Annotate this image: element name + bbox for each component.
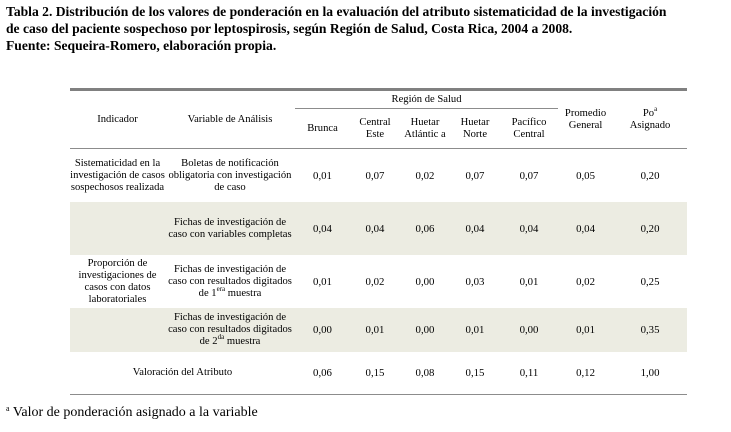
value-cell: 0,07 xyxy=(465,169,485,182)
value-cell: 0,03 xyxy=(465,275,485,288)
caption-source: Fuente: Sequeira-Romero, elaboración propia. xyxy=(6,38,277,53)
indicator-empty xyxy=(70,308,165,352)
header-region-group: Región de Salud xyxy=(295,90,558,109)
ponderacion-table xyxy=(70,88,687,395)
header-indicador: Indicador xyxy=(70,90,165,149)
value-cell: 0,01 xyxy=(465,324,485,336)
variable-cell: Fichas de investigación de caso con resultados digitados de $2^{da}$ muestra xyxy=(168,312,292,347)
header-promedio: Promedio General xyxy=(558,90,613,149)
table-caption xyxy=(6,3,728,54)
value-cell: 0,04 xyxy=(519,222,539,235)
header-region-pacifico-central: Pacífico Central xyxy=(500,109,558,149)
promedio-cell: 0,02 xyxy=(576,275,595,288)
po-cell: 0,20 xyxy=(640,222,660,235)
total-value-cell: 0,08 xyxy=(400,352,450,395)
table-row xyxy=(70,149,687,203)
total-value-cell: 0,06 xyxy=(295,352,350,395)
promedio-cell: 0,01 xyxy=(576,324,595,336)
table-row xyxy=(70,308,687,352)
caption-line-1: Tabla 2. Distribución de los valores de ponderación en la evaluación del atributo sistematicidad de la investigación xyxy=(6,4,667,19)
value-cell: 0,01 xyxy=(365,324,385,336)
variable-cell: Fichas de investigación de caso con variables completas xyxy=(168,216,292,240)
value-cell: 0,00 xyxy=(313,324,332,336)
value-cell: 0,04 xyxy=(313,222,332,235)
header-region-huetar-atlantica: Huetar Atlántic a xyxy=(400,109,450,149)
variable-cell: Fichas de investigación de caso con resultados digitados de $1^{era}$ muestra xyxy=(168,263,292,299)
header-region-central-este: Central Este xyxy=(350,109,400,149)
po-cell: 0,35 xyxy=(640,324,660,336)
table-row-total xyxy=(70,352,687,395)
header-region-huetar-norte: Huetar Norte xyxy=(450,109,500,149)
po-cell: 0,25 xyxy=(640,275,660,288)
value-cell: 0,04 xyxy=(465,222,485,235)
value-cell: 0,04 xyxy=(365,222,385,235)
table-row xyxy=(70,255,687,308)
value-cell: 0,01 xyxy=(313,275,332,288)
value-cell: 0,00 xyxy=(415,275,435,288)
footnote-text: Valor de ponderación asignado a la variable xyxy=(12,405,258,420)
indicator-empty xyxy=(70,202,165,255)
value-cell: 0,07 xyxy=(519,169,539,182)
value-cell: 0,00 xyxy=(519,324,539,336)
header-region-brunca: Brunca xyxy=(295,109,350,149)
value-cell: 0,01 xyxy=(519,275,539,288)
promedio-cell: 0,05 xyxy=(576,169,595,182)
caption-line-2: de caso del paciente sospechoso por leptospirosis, según Región de Salud, Costa Rica, 2004 a 2008. xyxy=(6,21,573,36)
total-po-cell: 1,00 xyxy=(613,352,687,395)
total-value-cell: 0,11 xyxy=(500,352,558,395)
header-po-asignado: Po$^a$ Asignado xyxy=(613,90,687,149)
value-cell: 0,00 xyxy=(415,324,435,336)
indicator-sistematicidad: Sistematicidad en la investigación de casos sospechosos realizada xyxy=(70,157,165,193)
indicator-proporcion: Proporción de investigaciones de casos con datos laboratoriales xyxy=(78,257,157,305)
total-promedio-cell: 0,12 xyxy=(558,352,613,395)
value-cell: 0,02 xyxy=(365,275,385,288)
po-cell: 0,20 xyxy=(640,169,660,182)
total-value-cell: 0,15 xyxy=(450,352,500,395)
header-variable: Variable de Análisis xyxy=(165,90,295,149)
value-cell: 0,01 xyxy=(313,169,332,182)
value-cell: 0,06 xyxy=(415,222,435,235)
footnote xyxy=(6,405,258,421)
total-label: Valoración del Atributo xyxy=(70,352,295,395)
total-value-cell: 0,15 xyxy=(350,352,400,395)
value-cell: 0,02 xyxy=(415,169,435,182)
table-row xyxy=(70,202,687,255)
promedio-cell: 0,04 xyxy=(576,222,595,235)
footnote-marker: a xyxy=(6,404,10,413)
variable-cell: Boletas de notificación obligatoria con investigación de caso xyxy=(168,157,292,193)
value-cell: 0,07 xyxy=(365,169,385,182)
